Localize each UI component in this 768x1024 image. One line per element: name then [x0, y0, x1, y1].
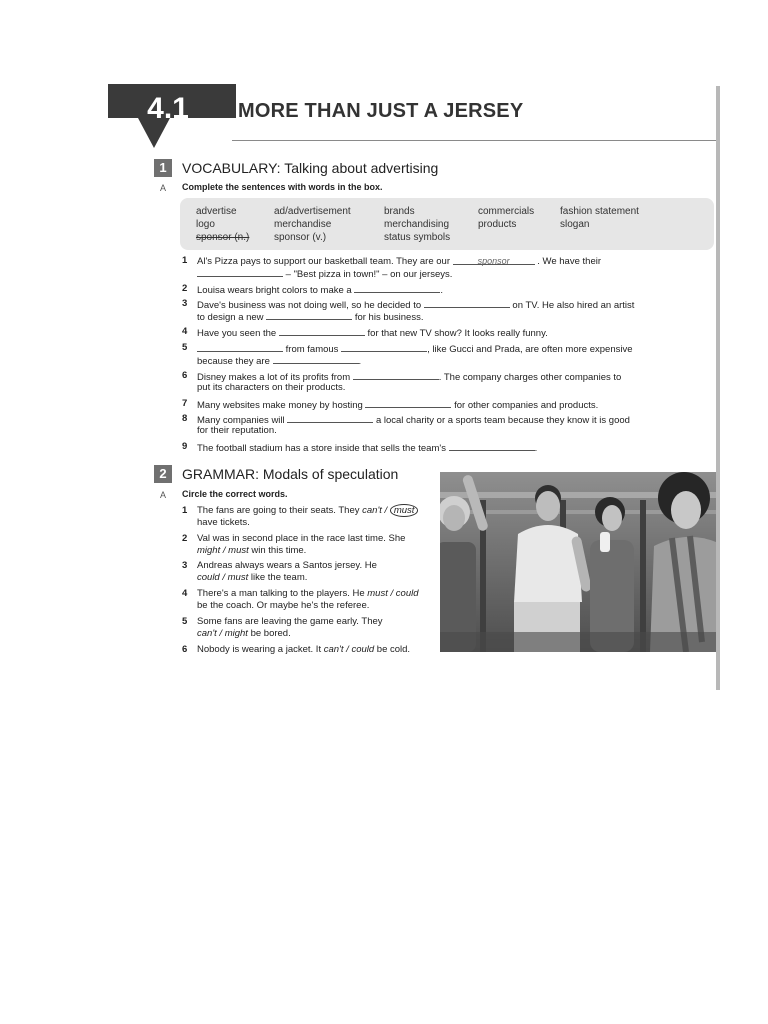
item-number: 4: [182, 326, 188, 337]
item-number: 6: [182, 370, 188, 381]
item-number: 1: [182, 255, 188, 266]
word: slogan: [560, 219, 590, 230]
instruction: Circle the correct words.: [182, 489, 288, 499]
item-number: 2: [182, 533, 188, 544]
section-2-title: [182, 466, 398, 482]
item-number: 4: [182, 588, 188, 599]
option-b[interactable]: could: [351, 644, 375, 655]
grammar-item-3: Andreas always wears a Santos jersey. He: [197, 560, 377, 571]
vocab-item-3-cont: to design a new for his business.: [197, 312, 424, 323]
section-1-subheading: Talking about advertising: [284, 160, 439, 176]
page-title: MORE THAN JUST A JERSEY: [238, 100, 524, 122]
word: merchandising: [384, 219, 450, 230]
grammar-item-1-cont: have tickets.: [197, 517, 250, 528]
fans-illustration: [440, 472, 716, 652]
item-number: 3: [182, 560, 188, 571]
item-number: 2: [182, 283, 188, 294]
vocab-item-9: The football stadium has a store inside that sells the team's .: [197, 443, 538, 454]
grammar-item-5: Some fans are leaving the game early. They: [197, 616, 383, 627]
answer-blank[interactable]: [424, 298, 510, 308]
section-1-title: [182, 160, 438, 176]
word: ad/advertisement: [274, 206, 351, 217]
option-a[interactable]: must: [367, 588, 388, 599]
vocab-item-6: Disney makes a lot of its profits from . The company charges other companies to: [197, 372, 622, 383]
section-1-heading: VOCABULARY:: [182, 160, 281, 176]
answer-blank[interactable]: [365, 398, 451, 408]
grammar-item-2: Val was in second place in the race last time. She: [197, 533, 406, 544]
answer-blank[interactable]: [279, 326, 365, 336]
answer-blank[interactable]: [341, 342, 427, 352]
answer-blank[interactable]: [197, 267, 283, 277]
item-number: 1: [182, 505, 188, 516]
fans-photo: [440, 472, 716, 652]
vocab-item-5: from famous , like Gucci and Prada, are often more expensive: [197, 342, 633, 356]
option-a[interactable]: can't: [197, 628, 217, 639]
word: commercials: [478, 206, 535, 217]
grammar-item-4-cont: be the coach. Or maybe he's the referee.: [197, 600, 370, 611]
word: fashion statement: [560, 206, 639, 217]
word: sponsor (v.): [274, 232, 327, 243]
section-1-badge: 1: [154, 159, 172, 177]
vocab-item-6-cont: put its characters on their products.: [197, 382, 346, 393]
answer-blank[interactable]: sponsor: [453, 255, 535, 265]
grammar-item-5-cont: can't / might be bored.: [197, 628, 291, 639]
option-a[interactable]: could: [197, 572, 220, 583]
option-b[interactable]: might: [224, 628, 248, 639]
word: advertise: [196, 206, 237, 217]
grammar-item-4: There's a man talking to the players. He must / could: [197, 588, 419, 599]
word: brands: [384, 206, 415, 217]
item-number: 5: [182, 342, 188, 353]
vocab-item-8-cont: for their reputation.: [197, 425, 277, 436]
option-b[interactable]: must: [228, 545, 249, 556]
item-number: 9: [182, 441, 188, 452]
option-b[interactable]: could: [395, 588, 419, 599]
vocab-item-3: Dave's business was not doing well, so he decided to on TV. He also hired an artist: [197, 300, 635, 311]
answer-blank[interactable]: [197, 342, 283, 352]
option-a[interactable]: can't: [323, 644, 344, 655]
word: products: [478, 219, 517, 230]
grammar-item-2-cont: might / must win this time.: [197, 545, 307, 556]
answer-blank[interactable]: [353, 370, 439, 380]
vocab-item-1: Al's Pizza pays to support our basketball team. They are our sponsor . We have their: [197, 256, 601, 267]
option-b-circled[interactable]: must: [390, 504, 419, 517]
section-2-badge: 2: [154, 465, 172, 483]
instruction: Complete the sentences with words in the box.: [182, 182, 383, 192]
item-number: 8: [182, 413, 188, 424]
header-divider: [232, 140, 716, 141]
exercise-letter: A: [160, 183, 167, 193]
vocab-item-1-cont: – "Best pizza in town!" – on our jerseys.: [197, 267, 452, 281]
vocab-item-5-cont: because they are .: [197, 356, 362, 367]
word: logo: [196, 219, 215, 230]
item-number: 3: [182, 298, 188, 309]
item-number: 6: [182, 644, 188, 655]
unit-number: 4.1: [147, 92, 189, 125]
answer-blank[interactable]: [273, 354, 359, 364]
vocab-item-8: Many companies will a local charity or a sports team because they know it is good: [197, 415, 630, 426]
answer-blank[interactable]: [266, 310, 352, 320]
word: merchandise: [274, 219, 332, 230]
vocab-item-2: Louisa wears bright colors to make a .: [197, 285, 443, 296]
vocab-item-7: Many websites make money by hosting for other companies and products.: [197, 400, 599, 411]
word: status symbols: [384, 232, 451, 243]
item-number: 5: [182, 616, 188, 627]
section-2-subheading: Modals of speculation: [262, 466, 399, 482]
answer-blank[interactable]: [449, 441, 535, 451]
grammar-item-1: The fans are going to their seats. They can't / must: [197, 505, 418, 517]
option-b[interactable]: must: [227, 572, 249, 583]
vocab-item-4: Have you seen the for that new TV show? It looks really funny.: [197, 328, 548, 339]
item-number: 7: [182, 398, 188, 409]
exercise-letter: A: [160, 490, 167, 500]
section-2-heading: GRAMMAR:: [182, 466, 259, 482]
grammar-item-3-cont: could / must like the team.: [197, 572, 308, 583]
option-a[interactable]: might: [197, 545, 221, 556]
page-edge: [716, 86, 720, 690]
grammar-item-6: Nobody is wearing a jacket. It can't / could be cold.: [197, 644, 411, 655]
answer-blank[interactable]: [287, 413, 373, 423]
word-used: sponsor (n.): [196, 232, 250, 243]
option-a[interactable]: can't: [362, 505, 382, 516]
answer-blank[interactable]: [354, 283, 440, 293]
